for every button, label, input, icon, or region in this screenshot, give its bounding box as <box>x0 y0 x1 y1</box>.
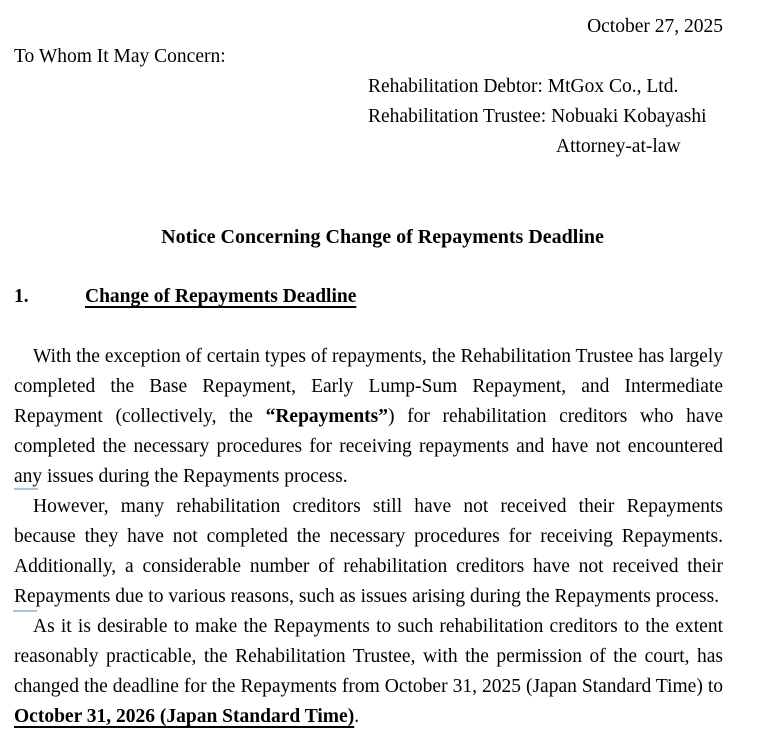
proofing-underline <box>13 610 37 612</box>
section-heading-text: Change of Repayments Deadline <box>85 286 357 307</box>
text-run: ) for rehabilitation creditors who have completed the necessary procedures for receiving repayments and have not encountered any issues during the Repayments process. <box>14 406 723 487</box>
trustee-title-line: Attorney-at-law <box>556 136 681 157</box>
text-run: With the exception of certain types of repayments, the Rehabilitation Trustee has largely completed the Base Repayment, Early Lump-Sum Repayment, and Intermediate Repayment (collectively, the <box>14 346 723 427</box>
body-paragraphs <box>14 342 723 732</box>
section-number: 1. <box>14 286 29 307</box>
document-title: Notice Concerning Change of Repayments Deadline <box>161 226 604 248</box>
paragraph <box>14 342 723 492</box>
signature-block <box>368 72 723 162</box>
salutation: To Whom It May Concern: <box>14 46 226 67</box>
rehabilitation-debtor-line: Rehabilitation Debtor: MtGox Co., Ltd. <box>368 76 679 97</box>
proofing-underline <box>14 488 38 490</box>
rehabilitation-trustee-line: Rehabilitation Trustee: Nobuaki Kobayashi <box>368 106 707 127</box>
text-run: As it is desirable to make the Repayments to such rehabilitation creditors to the extent reasonably practicable, the Rehabilitation Trustee, with the permission of the court, has changed the deadline for the Repayments from October 31, 2025 (Japan Standard Time) to <box>14 616 723 697</box>
paragraph <box>14 492 723 612</box>
emphasized-text: “Repayments” <box>265 406 389 427</box>
document-date: October 27, 2025 <box>587 16 723 37</box>
paragraph <box>14 612 723 732</box>
emphasized-text: October 31, 2026 (Japan Standard Time) <box>14 706 355 727</box>
text-run: However, many rehabilitation creditors still have not received their Repayments because they have not completed the necessary procedures for receiving Repayments. Additionally, a considerable number of rehabilitation creditors have not received their Repayments due to various reasons, such as issues arising during the Repayments process. <box>14 496 723 607</box>
text-run: . <box>354 706 360 727</box>
section-heading <box>14 282 723 312</box>
